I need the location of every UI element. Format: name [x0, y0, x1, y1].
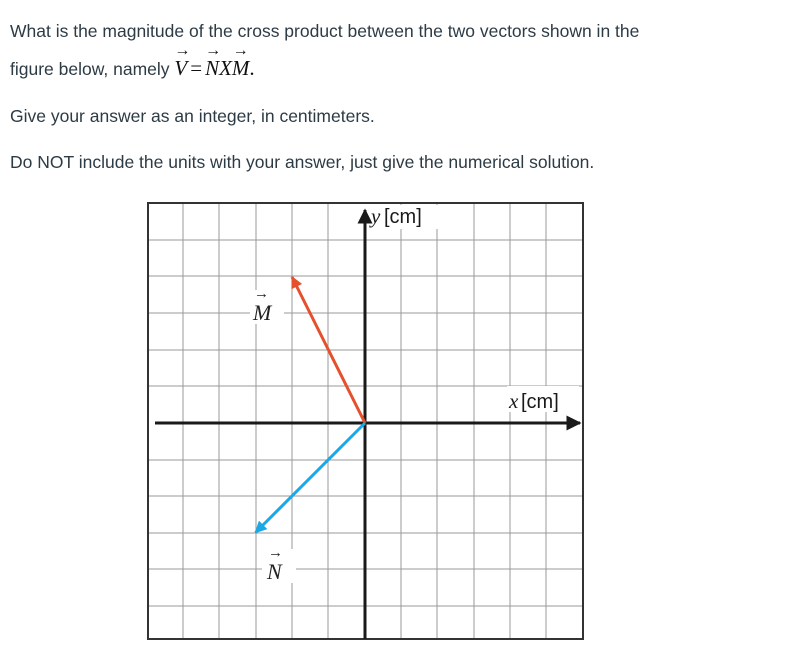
x-axis-unit: [cm]	[521, 391, 559, 413]
y-axis-arrow-icon: ▲	[357, 211, 370, 226]
vector-n-arrow	[256, 423, 366, 533]
vector-v-symbol: → V	[174, 42, 191, 80]
question-line-2-prefix: figure below, namely	[10, 59, 175, 79]
equation-period: .	[249, 56, 255, 80]
equals-sign: =	[190, 56, 203, 80]
question-line-4: Do NOT include the units with your answer, just give the numerical solution.	[10, 152, 595, 172]
vector-m-symbol: → M	[231, 42, 250, 80]
question-line-3: Give your answer as an integer, in centimeters.	[10, 106, 375, 126]
n-vector-arrow-icon: →	[268, 544, 283, 561]
times-symbol: X	[219, 56, 232, 80]
y-axis-unit: [cm]	[384, 206, 422, 228]
vector-n-label: N	[267, 559, 282, 584]
x-axis-variable: x	[509, 389, 519, 413]
vector-n-symbol: → N	[205, 42, 222, 80]
question-line-1: What is the magnitude of the cross product between the two vectors shown in the	[10, 21, 640, 41]
vector-m-label: M	[253, 300, 272, 325]
m-vector-arrow-icon: →	[254, 285, 269, 302]
y-axis-variable: y	[371, 204, 381, 228]
